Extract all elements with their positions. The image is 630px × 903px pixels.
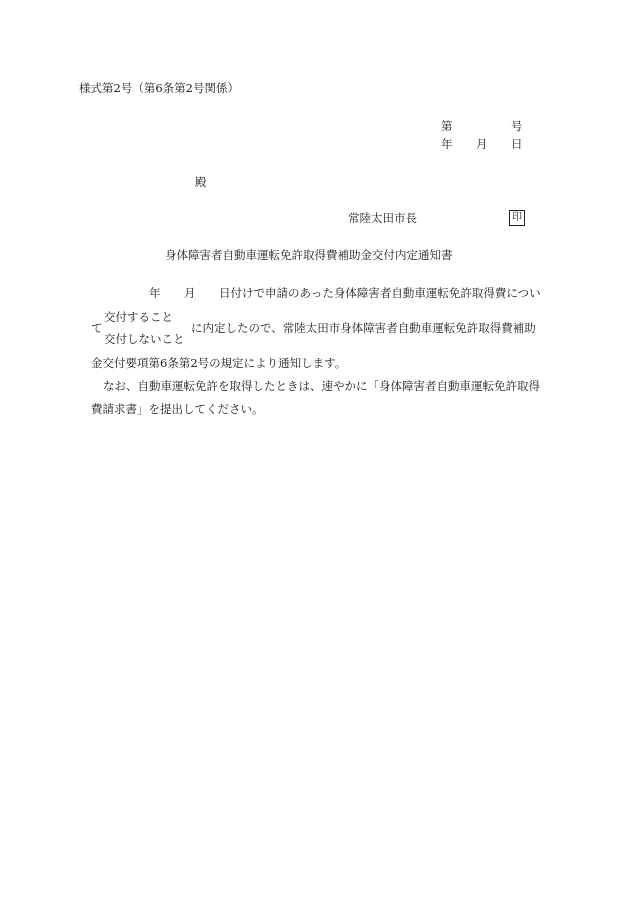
body-line-2: に内定したので、常陸太田市身体障害者自動車運転免許取得費補助 [191,321,536,335]
issuer-name: 常陸太田市長 [348,211,417,225]
document-number-label-go: 号 [511,119,523,133]
body-line-3: 金交付要項第6条第2号の規定により通知します。 [91,356,347,370]
date-month-label: 月 [476,137,488,151]
document-number-label-dai: 第 [441,119,453,133]
seal-mark: 印 [509,210,525,226]
form-number: 様式第2号（第6条第2号関係） [79,81,239,95]
note-line-1: なお、自動車運転免許を取得したときは、速やかに「身体障害者自動車運転免許取得 [103,379,540,393]
option-deny: 交付しないこと [104,332,185,346]
body-year-label: 年 [149,286,161,300]
document-title: 身体障害者自動車運転免許取得費補助金交付内定通知書 [165,248,453,262]
body-month-label: 月 [184,286,196,300]
date-year-label: 年 [441,137,453,151]
body-te: て [91,321,103,335]
note-line-2: 費請求書」を提出してください。 [91,402,264,416]
date-day-label: 日 [511,137,523,151]
addressee-suffix: 殿 [195,175,207,189]
option-grant: 交付すること [104,310,173,324]
body-line-1: 日付けで申請のあった身体障害者自動車運転免許取得費につい [219,286,541,300]
